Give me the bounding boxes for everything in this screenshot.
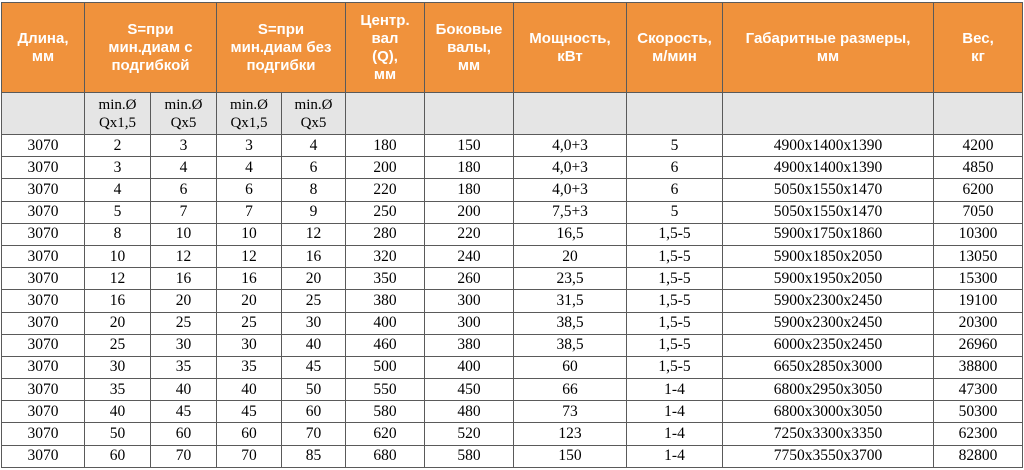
cell-s-bend-q15: 50	[85, 423, 151, 445]
cell-dimensions: 6800x3000x3050	[723, 401, 934, 423]
cell-length: 3070	[2, 401, 85, 423]
col-header-power: Мощность, кВт	[514, 3, 627, 93]
cell-weight: 7050	[934, 201, 1023, 223]
cell-side-shafts: 150	[425, 135, 514, 157]
cell-s-bend-q5: 6	[151, 179, 217, 201]
cell-center-shaft: 620	[346, 423, 425, 445]
cell-s-bend-q15: 16	[85, 290, 151, 312]
cell-s-bend-q5: 10	[151, 223, 217, 245]
cell-length: 3070	[2, 245, 85, 267]
table-row	[2, 379, 1023, 401]
cell-center-shaft: 460	[346, 334, 425, 356]
table-row	[2, 223, 1023, 245]
cell-s-nobend-q15: 30	[217, 334, 282, 356]
cell-speed: 1,5-5	[627, 290, 723, 312]
table-row	[2, 201, 1023, 223]
cell-s-bend-q5: 12	[151, 245, 217, 267]
cell-s-bend-q5: 30	[151, 334, 217, 356]
cell-dimensions: 4900x1400x1390	[723, 135, 934, 157]
cell-side-shafts: 180	[425, 179, 514, 201]
subheader-min-diam-q5: min.Ø Qx5	[282, 93, 346, 135]
cell-s-nobend-q5: 4	[282, 135, 346, 157]
cell-s-nobend-q15: 40	[217, 379, 282, 401]
cell-weight: 82800	[934, 445, 1023, 467]
cell-speed: 1-4	[627, 445, 723, 467]
table-row	[2, 245, 1023, 267]
cell-side-shafts: 580	[425, 445, 514, 467]
cell-side-shafts: 260	[425, 268, 514, 290]
subheader-empty	[934, 93, 1023, 135]
cell-s-bend-q5: 40	[151, 379, 217, 401]
cell-s-nobend-q15: 12	[217, 245, 282, 267]
cell-speed: 6	[627, 179, 723, 201]
cell-power: 7,5+3	[514, 201, 627, 223]
table-row	[2, 445, 1023, 467]
cell-side-shafts: 520	[425, 423, 514, 445]
cell-s-nobend-q15: 6	[217, 179, 282, 201]
cell-s-nobend-q15: 60	[217, 423, 282, 445]
cell-s-nobend-q5: 40	[282, 334, 346, 356]
subheader-empty	[514, 93, 627, 135]
cell-dimensions: 5050x1550x1470	[723, 201, 934, 223]
table-row	[2, 312, 1023, 334]
cell-center-shaft: 200	[346, 157, 425, 179]
table-row	[2, 401, 1023, 423]
cell-side-shafts: 300	[425, 312, 514, 334]
cell-s-bend-q15: 12	[85, 268, 151, 290]
cell-power: 4,0+3	[514, 179, 627, 201]
cell-s-bend-q5: 20	[151, 290, 217, 312]
cell-side-shafts: 300	[425, 290, 514, 312]
cell-weight: 19100	[934, 290, 1023, 312]
cell-power: 23,5	[514, 268, 627, 290]
cell-dimensions: 6650x2850x3000	[723, 356, 934, 378]
cell-power: 4,0+3	[514, 135, 627, 157]
cell-speed: 1-4	[627, 379, 723, 401]
subheader-empty	[346, 93, 425, 135]
table-row	[2, 157, 1023, 179]
cell-s-bend-q15: 30	[85, 356, 151, 378]
cell-power: 16,5	[514, 223, 627, 245]
cell-s-bend-q15: 2	[85, 135, 151, 157]
cell-power: 20	[514, 245, 627, 267]
cell-s-nobend-q15: 70	[217, 445, 282, 467]
cell-weight: 10300	[934, 223, 1023, 245]
cell-s-nobend-q5: 8	[282, 179, 346, 201]
table-body	[2, 135, 1023, 468]
cell-s-bend-q5: 7	[151, 201, 217, 223]
cell-length: 3070	[2, 379, 85, 401]
cell-dimensions: 7250x3300x3350	[723, 423, 934, 445]
cell-power: 31,5	[514, 290, 627, 312]
subheader-empty	[425, 93, 514, 135]
cell-side-shafts: 480	[425, 401, 514, 423]
cell-s-bend-q15: 3	[85, 157, 151, 179]
col-header-length: Длина, мм	[2, 3, 85, 93]
cell-power: 150	[514, 445, 627, 467]
cell-s-nobend-q5: 12	[282, 223, 346, 245]
cell-s-bend-q5: 70	[151, 445, 217, 467]
cell-side-shafts: 180	[425, 157, 514, 179]
cell-dimensions: 5900x1950x2050	[723, 268, 934, 290]
cell-s-nobend-q5: 16	[282, 245, 346, 267]
specification-table	[1, 2, 1023, 468]
cell-weight: 62300	[934, 423, 1023, 445]
cell-center-shaft: 220	[346, 179, 425, 201]
table-row	[2, 290, 1023, 312]
cell-length: 3070	[2, 223, 85, 245]
cell-s-bend-q15: 35	[85, 379, 151, 401]
cell-length: 3070	[2, 290, 85, 312]
cell-s-nobend-q15: 35	[217, 356, 282, 378]
cell-center-shaft: 580	[346, 401, 425, 423]
cell-s-nobend-q15: 10	[217, 223, 282, 245]
cell-power: 73	[514, 401, 627, 423]
col-header-s-with-bend: S=при мин.диам с подгибкой	[85, 3, 217, 93]
cell-speed: 1,5-5	[627, 312, 723, 334]
cell-side-shafts: 380	[425, 334, 514, 356]
cell-s-nobend-q5: 25	[282, 290, 346, 312]
table-row	[2, 179, 1023, 201]
subheader-min-diam-q5: min.Ø Qx5	[151, 93, 217, 135]
cell-power: 38,5	[514, 312, 627, 334]
cell-s-nobend-q5: 60	[282, 401, 346, 423]
cell-speed: 6	[627, 157, 723, 179]
col-header-s-without-bend: S=при мин.диам без подгибки	[217, 3, 346, 93]
cell-length: 3070	[2, 201, 85, 223]
cell-length: 3070	[2, 157, 85, 179]
col-header-speed: Скорость, м/мин	[627, 3, 723, 93]
cell-side-shafts: 200	[425, 201, 514, 223]
cell-length: 3070	[2, 312, 85, 334]
cell-s-bend-q5: 4	[151, 157, 217, 179]
cell-power: 60	[514, 356, 627, 378]
cell-side-shafts: 400	[425, 356, 514, 378]
cell-center-shaft: 400	[346, 312, 425, 334]
cell-dimensions: 7750x3550x3700	[723, 445, 934, 467]
cell-s-bend-q15: 5	[85, 201, 151, 223]
cell-s-nobend-q15: 20	[217, 290, 282, 312]
subheader-empty	[723, 93, 934, 135]
cell-s-bend-q15: 8	[85, 223, 151, 245]
cell-speed: 1-4	[627, 401, 723, 423]
cell-power: 123	[514, 423, 627, 445]
cell-s-nobend-q5: 70	[282, 423, 346, 445]
subheader-row	[2, 93, 1023, 135]
subheader-min-diam-q15: min.Ø Qx1,5	[217, 93, 282, 135]
cell-s-nobend-q5: 20	[282, 268, 346, 290]
col-header-center-shaft: Центр. вал (Q), мм	[346, 3, 425, 93]
cell-s-bend-q5: 45	[151, 401, 217, 423]
cell-speed: 1,5-5	[627, 223, 723, 245]
cell-weight: 15300	[934, 268, 1023, 290]
cell-weight: 38800	[934, 356, 1023, 378]
cell-center-shaft: 500	[346, 356, 425, 378]
cell-center-shaft: 680	[346, 445, 425, 467]
cell-speed: 1-4	[627, 423, 723, 445]
cell-power: 38,5	[514, 334, 627, 356]
cell-s-nobend-q15: 25	[217, 312, 282, 334]
cell-power: 66	[514, 379, 627, 401]
cell-dimensions: 5050x1550x1470	[723, 179, 934, 201]
cell-center-shaft: 180	[346, 135, 425, 157]
cell-dimensions: 6000x2350x2450	[723, 334, 934, 356]
cell-s-nobend-q15: 3	[217, 135, 282, 157]
cell-dimensions: 5900x2300x2450	[723, 312, 934, 334]
header-row	[2, 3, 1023, 93]
cell-length: 3070	[2, 179, 85, 201]
cell-side-shafts: 450	[425, 379, 514, 401]
cell-power: 4,0+3	[514, 157, 627, 179]
cell-dimensions: 4900x1400x1390	[723, 157, 934, 179]
cell-side-shafts: 220	[425, 223, 514, 245]
cell-dimensions: 5900x2300x2450	[723, 290, 934, 312]
cell-s-nobend-q15: 4	[217, 157, 282, 179]
cell-dimensions: 5900x1750x1860	[723, 223, 934, 245]
cell-speed: 1,5-5	[627, 356, 723, 378]
cell-s-bend-q5: 16	[151, 268, 217, 290]
cell-center-shaft: 350	[346, 268, 425, 290]
cell-speed: 5	[627, 201, 723, 223]
cell-s-bend-q15: 40	[85, 401, 151, 423]
cell-s-nobend-q5: 9	[282, 201, 346, 223]
cell-weight: 4850	[934, 157, 1023, 179]
cell-s-nobend-q5: 85	[282, 445, 346, 467]
cell-speed: 5	[627, 135, 723, 157]
cell-s-bend-q5: 25	[151, 312, 217, 334]
table-row	[2, 423, 1023, 445]
cell-s-nobend-q5: 30	[282, 312, 346, 334]
col-header-dimensions: Габаритные размеры, мм	[723, 3, 934, 93]
cell-weight: 26960	[934, 334, 1023, 356]
cell-s-nobend-q5: 50	[282, 379, 346, 401]
cell-center-shaft: 250	[346, 201, 425, 223]
cell-speed: 1,5-5	[627, 268, 723, 290]
cell-length: 3070	[2, 268, 85, 290]
cell-weight: 47300	[934, 379, 1023, 401]
cell-s-bend-q15: 20	[85, 312, 151, 334]
cell-s-nobend-q15: 16	[217, 268, 282, 290]
subheader-min-diam-q15: min.Ø Qx1,5	[85, 93, 151, 135]
subheader-empty	[627, 93, 723, 135]
cell-length: 3070	[2, 356, 85, 378]
cell-weight: 6200	[934, 179, 1023, 201]
cell-s-nobend-q5: 6	[282, 157, 346, 179]
cell-center-shaft: 380	[346, 290, 425, 312]
cell-speed: 1,5-5	[627, 245, 723, 267]
cell-dimensions: 5900x1850x2050	[723, 245, 934, 267]
col-header-side-shafts: Боковые валы, мм	[425, 3, 514, 93]
cell-length: 3070	[2, 423, 85, 445]
cell-side-shafts: 240	[425, 245, 514, 267]
table-row	[2, 356, 1023, 378]
cell-length: 3070	[2, 334, 85, 356]
cell-dimensions: 6800x2950x3050	[723, 379, 934, 401]
cell-weight: 4200	[934, 135, 1023, 157]
cell-s-nobend-q15: 45	[217, 401, 282, 423]
cell-s-nobend-q15: 7	[217, 201, 282, 223]
cell-s-bend-q15: 25	[85, 334, 151, 356]
table-row	[2, 268, 1023, 290]
cell-length: 3070	[2, 445, 85, 467]
cell-s-bend-q5: 60	[151, 423, 217, 445]
cell-center-shaft: 320	[346, 245, 425, 267]
cell-center-shaft: 280	[346, 223, 425, 245]
cell-weight: 20300	[934, 312, 1023, 334]
cell-s-bend-q15: 10	[85, 245, 151, 267]
table-row	[2, 135, 1023, 157]
cell-center-shaft: 550	[346, 379, 425, 401]
cell-s-bend-q15: 4	[85, 179, 151, 201]
cell-s-bend-q15: 60	[85, 445, 151, 467]
col-header-weight: Вес, кг	[934, 3, 1023, 93]
table-row	[2, 334, 1023, 356]
cell-weight: 13050	[934, 245, 1023, 267]
subheader-empty	[2, 93, 85, 135]
cell-length: 3070	[2, 135, 85, 157]
cell-s-bend-q5: 3	[151, 135, 217, 157]
cell-weight: 50300	[934, 401, 1023, 423]
cell-s-bend-q5: 35	[151, 356, 217, 378]
cell-speed: 1,5-5	[627, 334, 723, 356]
cell-s-nobend-q5: 45	[282, 356, 346, 378]
